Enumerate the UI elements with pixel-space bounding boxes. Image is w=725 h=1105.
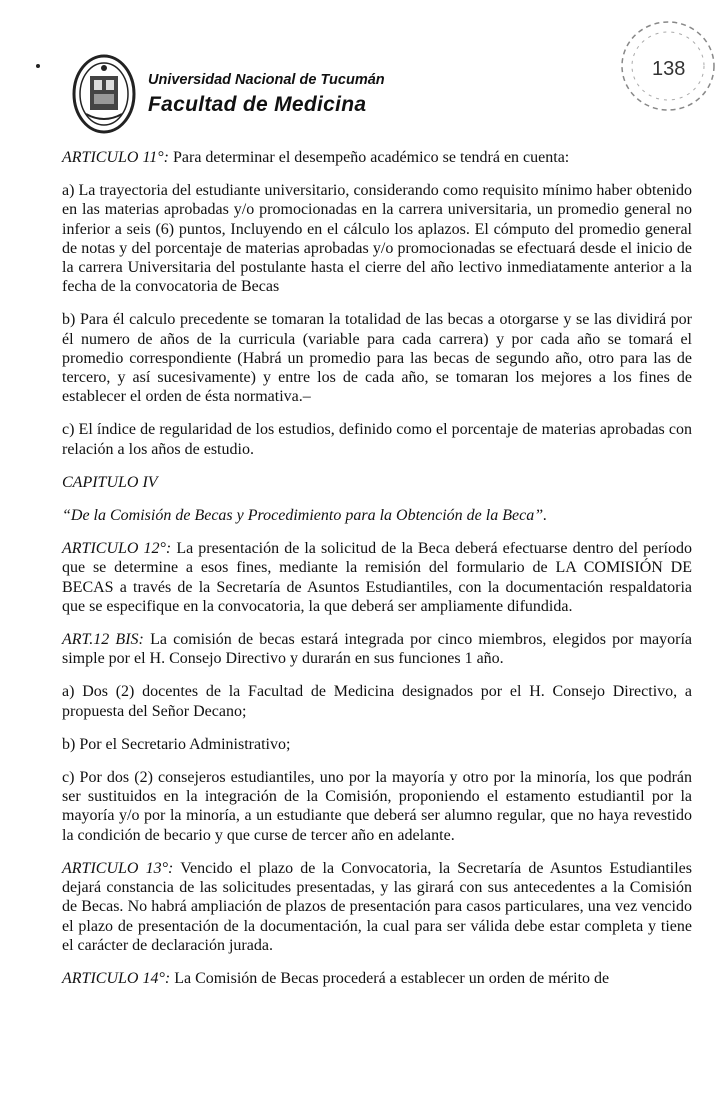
article-11-item-c: c) El índice de regularidad de los estudios, definido como el porcentaje de materias aprobadas con relación a los años de estudio. <box>62 421 692 458</box>
article-12-bis-item-c: c) Por dos (2) consejeros estudiantiles, uno por la mayoría y otro por la minoría, los que podrán ser sustituidos en la integración de la Comisión, proponiendo el estamento estudiantil por la mayoría y/o por la minoría, a un estudiante que deberá ser alumno regular, que no haya revestido la condición de becario y que curse de tercer año en adelante. <box>62 769 692 844</box>
faculty-name: Facultad de Medicina <box>148 93 367 116</box>
article-text: Para determinar el desempeño académico se tendrá en cuenta: <box>173 149 570 166</box>
chapter-subtitle: “De la Comisión de Becas y Procedimiento para la Obtención de la Beca”. <box>62 507 548 525</box>
article-label: ARTICULO 11°: <box>62 149 169 166</box>
article-label: ARTICULO 13°: <box>62 859 174 877</box>
article-label: ARTICULO 14°: <box>62 969 171 987</box>
article-12 <box>62 539 692 616</box>
article-11-item-a: a) La trayectoria del estudiante universitario, considerando como requisito mínimo haber obtenido en las materias aprobadas y/o promocionadas en la carrera universitaria, un promedio general no inferior a seis (6) puntos, Incluyendo en el cálculo los aplazos. El cómputo del promedio general de notas y del porcentaje de materias aprobadas y/o promocionadas se efectuará desde el inicio de la carrera Universitaria del postulante hasta el cierre del año lectivo inmediatamente anterior a la fecha de la convocatoria de Becas <box>62 182 692 296</box>
article-text: Vencido el plazo de la Convocatoria, la Secretaría de Asuntos Estudiantiles dejará constancia de las solicitudes presentadas, y las girará con sus antecedentes a la Comisión de Becas. No habrá ampliación de plazos de presentación para casos particulares, una vez vencido el plazo de presentación de la documentación, la cual para ser válida debe estar completa y tiene el carácter de declaración jurada. <box>62 859 693 954</box>
folio-number: 138 <box>652 58 686 80</box>
article-11-item-b: b) Para él calculo precedente se tomaran la totalidad de las becas a otorgarse y se las dividirá por él numero de años de la curricula (variable para cada carrera) y por cada año se tomará el promedio correspondiente (Habrá un promedio para las becas de segundo año, otro para las de tercero, y así sucesivamente) y entre los de cada año, se tomaran los mejores a los fines de establecer el orden de ésta normativa.– <box>62 311 692 406</box>
article-12-bis-item-a: a) Dos (2) docentes de la Facultad de Medicina designados por el H. Consejo Directivo, a propuesta del Señor Decano; <box>62 683 692 720</box>
article-13 <box>62 859 692 955</box>
article-text: La comisión de becas estará integrada por cinco miembros, elegidos por mayoría simple por el H. Consejo Directivo y durarán en sus funciones 1 año. <box>62 631 693 668</box>
chapter-title: CAPITULO IV <box>62 473 158 491</box>
article-11 <box>62 148 692 167</box>
letterhead <box>62 50 682 140</box>
article-12-bis-item-b: b) Por el Secretario Administrativo; <box>62 735 291 753</box>
scan-speck <box>36 64 40 68</box>
university-seal-icon <box>72 54 136 134</box>
article-12-bis <box>62 630 692 668</box>
university-name: Universidad Nacional de Tucumán <box>148 72 385 88</box>
article-label: ART.12 BIS: <box>62 631 144 649</box>
document-body <box>62 148 692 1002</box>
article-text: La Comisión de Becas procederá a establecer un orden de mérito de <box>174 969 610 987</box>
article-text: La presentación de la solicitud de la Beca deberá efectuarse dentro del período que se determine a esos fines, mediante la remisión del formulario de LA COMISIÓN DE BECAS a través de la Secretaría de Asuntos Estudiantiles, con la documentación respaldatoria que se especifique en la convocatoria, la que deberá ser ampliamente difundida. <box>62 540 693 615</box>
article-14 <box>62 969 692 988</box>
article-label: ARTICULO 12°: <box>62 540 172 558</box>
